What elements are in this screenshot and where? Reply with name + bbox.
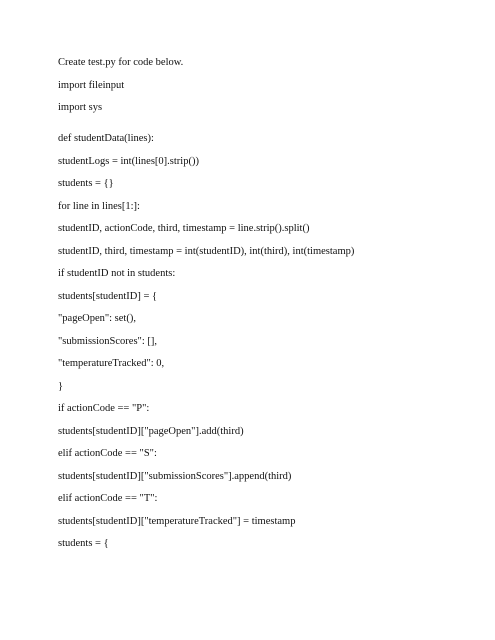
code-line: def studentData(lines): xyxy=(58,133,154,144)
code-line: students = { xyxy=(58,538,109,549)
code-line: studentLogs = int(lines[0].strip()) xyxy=(58,155,199,167)
code-line: "submissionScores": [], xyxy=(58,335,157,347)
code-line: elif actionCode == "T": xyxy=(58,493,158,504)
code-line: students[studentID]["pageOpen"].add(third) xyxy=(58,425,244,437)
code-line: import fileinput xyxy=(58,79,125,91)
code-line: studentID, third, timestamp = int(studentID), int(third), int(timestamp) xyxy=(58,245,355,257)
code-line: students[studentID]["temperatureTracked"] = timestamp xyxy=(58,515,296,527)
code-line: "pageOpen": set(), xyxy=(58,313,136,324)
code-line: if actionCode == "P": xyxy=(58,403,150,414)
code-line: students[studentID] = { xyxy=(58,290,158,302)
code-line: if studentID not in students: xyxy=(58,268,176,279)
code-line: for line in lines[1:]: xyxy=(58,200,140,212)
code-line: import sys xyxy=(58,102,103,113)
instruction-line: Create test.py for code below. xyxy=(58,57,184,68)
document-body xyxy=(58,56,478,560)
code-line: studentID, actionCode, third, timestamp = line.strip().split() xyxy=(58,223,310,234)
code-line: "temperatureTracked": 0, xyxy=(58,358,165,369)
code-line: students = {} xyxy=(58,178,114,189)
code-line: students[studentID]["submissionScores"].append(third) xyxy=(58,470,292,482)
code-line: elif actionCode == "S": xyxy=(58,448,157,459)
code-line: } xyxy=(58,380,64,392)
